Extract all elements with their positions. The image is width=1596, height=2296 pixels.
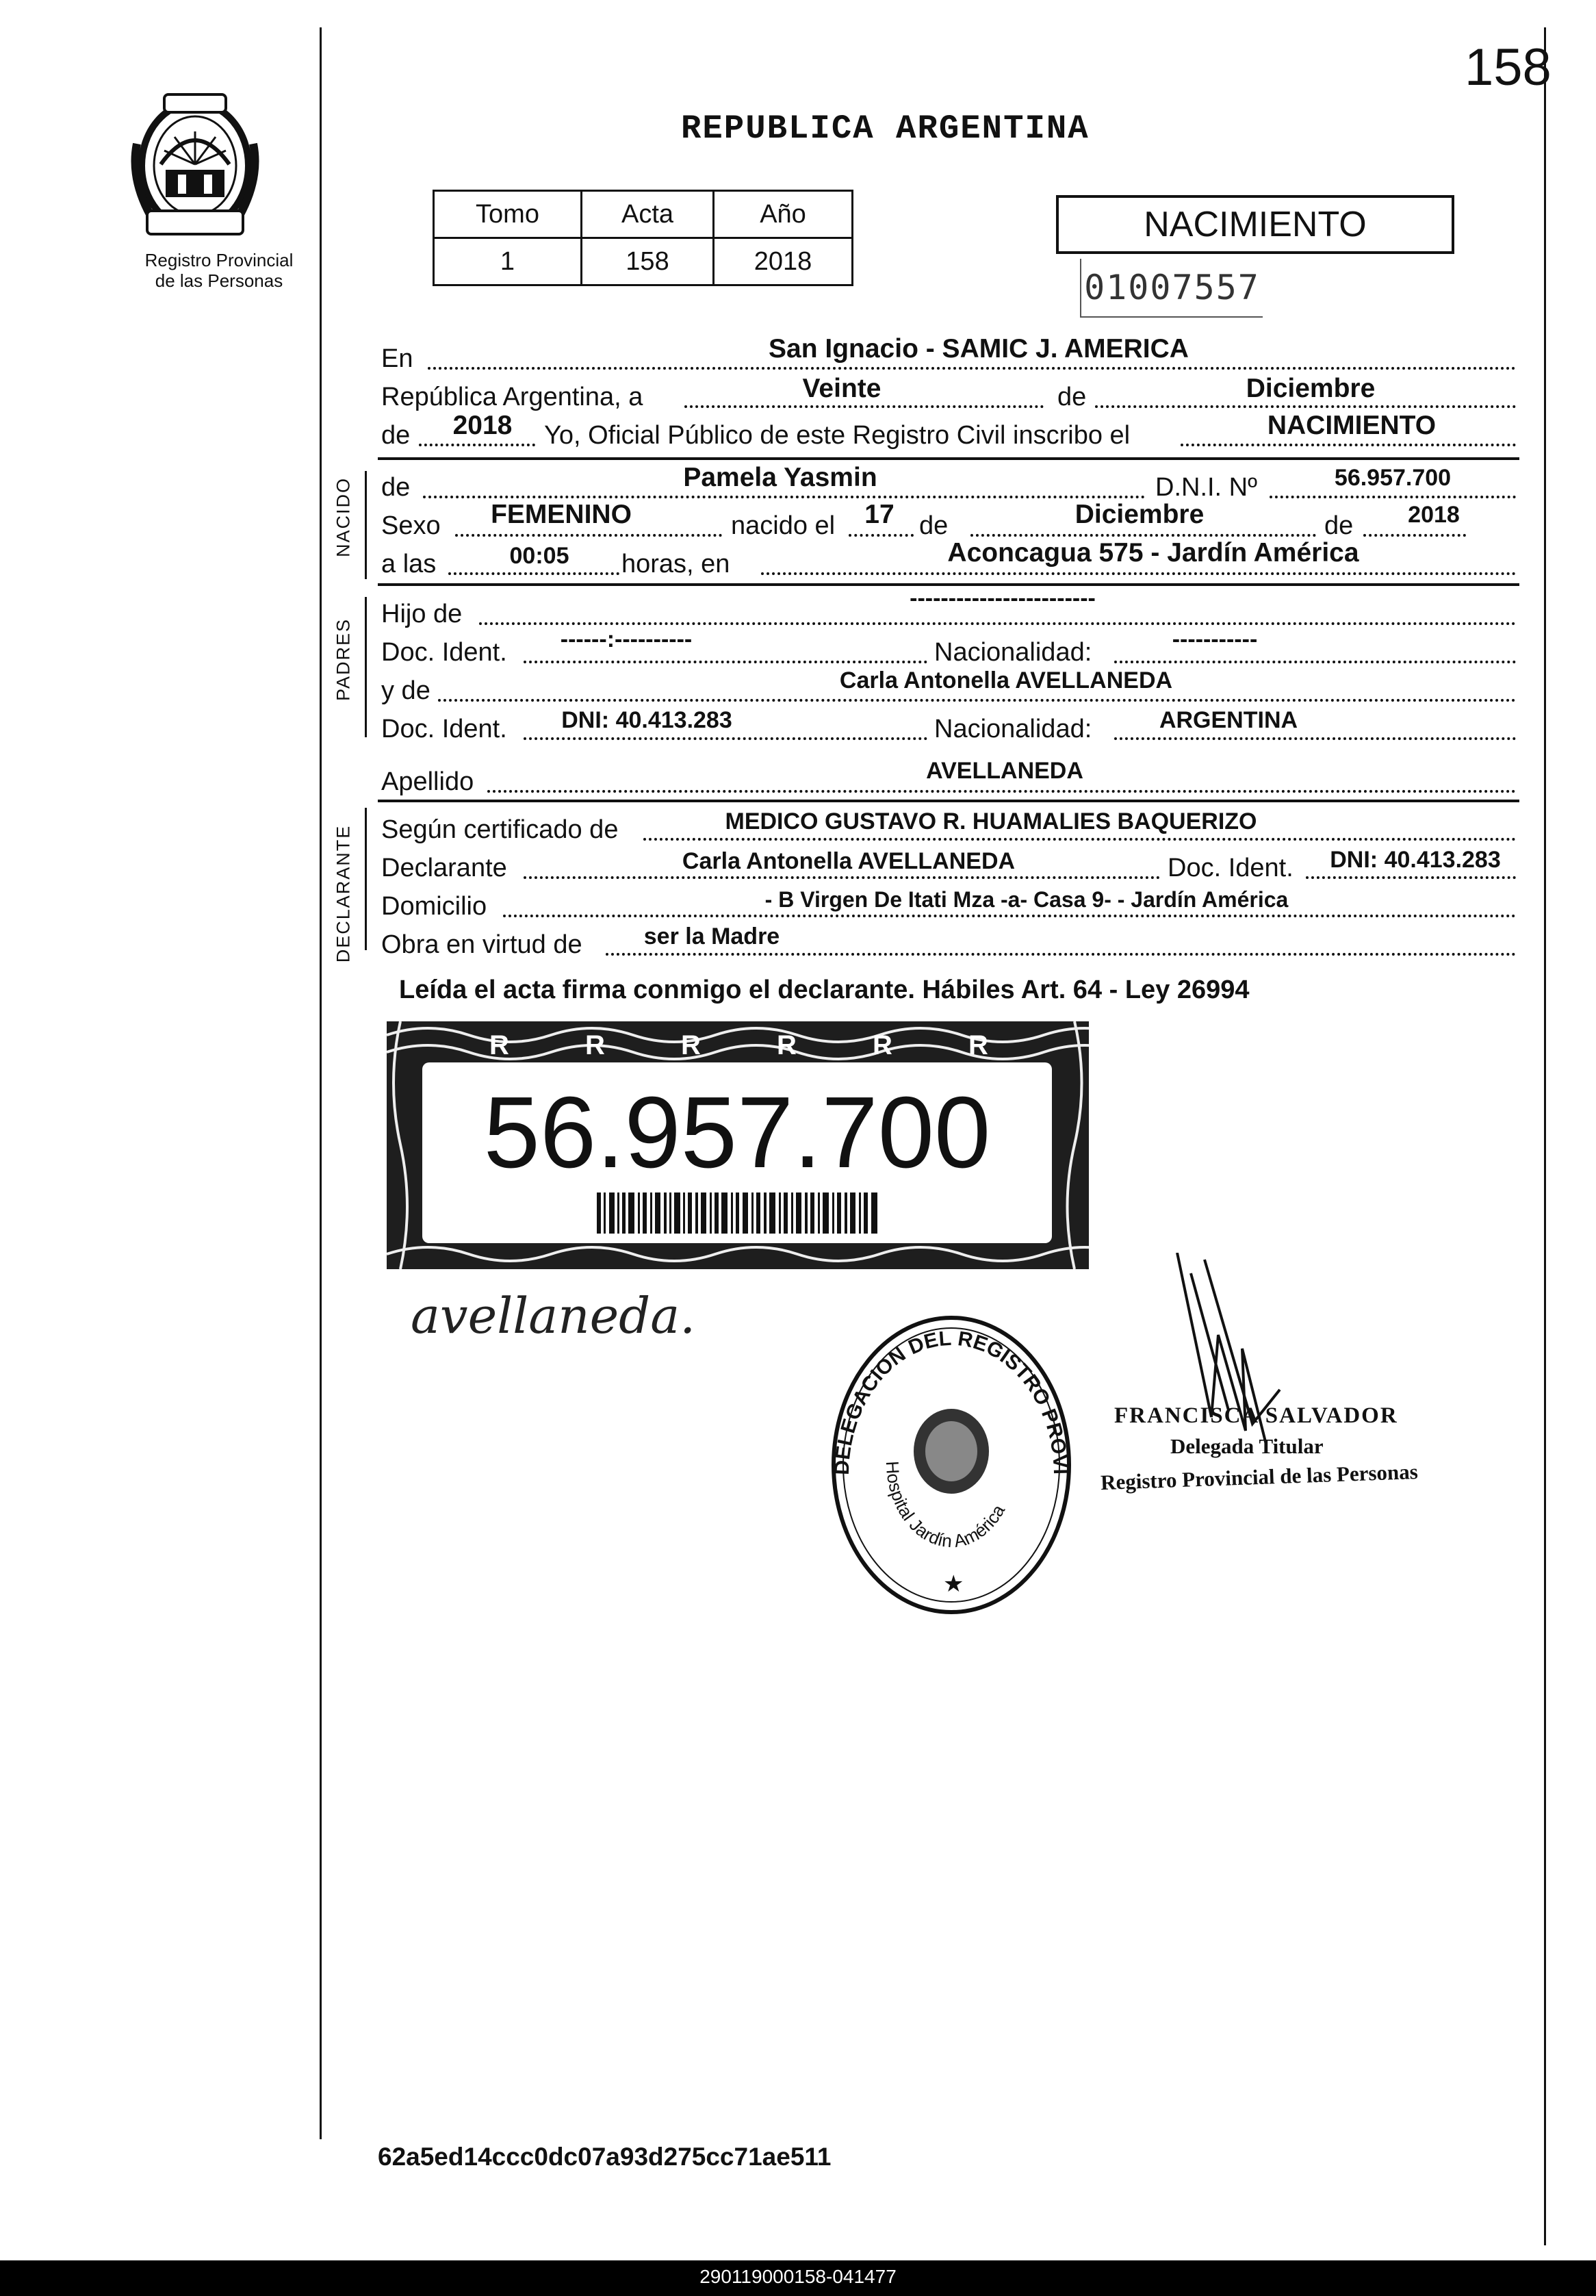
dots	[455, 534, 722, 537]
padres-section-label: PADRES	[333, 617, 354, 702]
barcode	[597, 1192, 877, 1234]
page-number: 158	[1465, 38, 1552, 97]
mother-doc: DNI: 40.413.283	[561, 707, 732, 733]
dots	[423, 496, 1145, 498]
dots	[970, 534, 1316, 537]
country-title: REPUBLICA ARGENTINA	[681, 110, 1090, 148]
dots	[606, 953, 1516, 956]
republica-label: República Argentina, a	[381, 383, 643, 411]
yde-label: y de	[381, 676, 430, 705]
doc-label: Doc. Ident.	[381, 715, 507, 743]
official-stamp	[821, 1304, 1081, 1622]
declarante-section-label: DECLARANTE	[333, 824, 354, 963]
dots	[1114, 737, 1516, 740]
child-dni: 56.957.700	[1334, 465, 1452, 491]
dots	[524, 661, 927, 663]
dots	[1363, 534, 1466, 537]
dni-label: D.N.I. Nº	[1155, 473, 1257, 502]
registration-year: 2018	[452, 411, 513, 440]
registration-day: Veinte	[802, 374, 881, 403]
officer-statement: Yo, Oficial Público de este Registro Civil inscribo el	[544, 421, 1131, 450]
card-id-number: 56.957.700	[483, 1076, 991, 1189]
address: - B Virgen De Itati Mza -a- Casa 9- - Jardín América	[764, 887, 1289, 912]
father-name: ------------------------	[910, 585, 1096, 611]
dots	[849, 534, 914, 537]
dots	[419, 444, 535, 446]
birth-de1: de	[919, 511, 949, 540]
nacido-section-label: NACIDO	[333, 477, 354, 558]
acta-header: Acta	[582, 191, 714, 238]
official-role: Delegada Titular	[1170, 1434, 1324, 1458]
dots	[503, 915, 1516, 917]
svg-text:R: R	[873, 1030, 892, 1060]
birth-place: Aconcagua 575 - Jardín América	[947, 538, 1359, 567]
certifier: MEDICO GUSTAVO R. HUAMALIES BAQUERIZO	[725, 808, 1257, 834]
nationality-label: Nacionalidad:	[934, 715, 1092, 743]
dots	[448, 572, 619, 575]
nationality-label: Nacionalidad:	[934, 638, 1092, 667]
footer-code: 290119000158-041477	[699, 2266, 897, 2287]
capacity: ser la Madre	[643, 923, 780, 949]
surname: AVELLANEDA	[926, 758, 1083, 784]
declarante-label: Declarante	[381, 854, 507, 882]
official-name: FRANCISCA SALVADOR	[1114, 1403, 1398, 1428]
section-rule	[378, 457, 1519, 460]
doc-label: Doc. Ident.	[381, 638, 507, 667]
record-type-box: NACIMIENTO	[1056, 195, 1454, 254]
registration-month: Diciembre	[1246, 374, 1376, 403]
cert-label: Según certificado de	[381, 815, 619, 844]
sexo-label: Sexo	[381, 511, 441, 540]
alas-label: a las	[381, 550, 437, 578]
year-prefix: de	[381, 421, 411, 450]
birth-day: 17	[864, 500, 894, 529]
record-word: NACIMIENTO	[1267, 411, 1437, 440]
svg-text:R: R	[777, 1030, 797, 1060]
father-doc: ------:----------	[560, 626, 693, 652]
mother-nationality: ARGENTINA	[1159, 707, 1298, 733]
registry-name	[103, 250, 335, 291]
dots	[1270, 496, 1516, 498]
domicilio-label: Domicilio	[381, 892, 487, 921]
father-nationality: -----------	[1172, 626, 1258, 652]
hijo-label: Hijo de	[381, 600, 463, 628]
id-card	[387, 1021, 1089, 1269]
tomo-header: Tomo	[434, 191, 582, 238]
dots	[524, 737, 927, 740]
anio-value: 2018	[714, 238, 853, 285]
registry-name-line1: Registro Provincial	[144, 250, 294, 270]
svg-text:R: R	[968, 1030, 988, 1060]
de-label: de	[1057, 383, 1087, 411]
child-sex: FEMENINO	[491, 500, 632, 529]
dots	[761, 572, 1516, 575]
svg-text:R: R	[489, 1030, 509, 1060]
dots	[524, 876, 1160, 879]
stamp-outer-text: DELEGACION DEL REGISTRO PROVI	[830, 1327, 1072, 1476]
dots	[1095, 405, 1516, 408]
document-hash: 62a5ed14ccc0dc07a93d275cc71ae511	[378, 2143, 832, 2171]
anio-header: Año	[714, 191, 853, 238]
registration-place: San Ignacio - SAMIC J. AMERICA	[769, 334, 1189, 363]
child-prefix: de	[381, 473, 411, 502]
serial-number: 01007557	[1080, 259, 1263, 318]
declarant-name: Carla Antonella AVELLANEDA	[682, 848, 1016, 874]
right-margin-line	[1544, 27, 1546, 2245]
svg-text:★: ★	[943, 1571, 964, 1597]
stamp-inner-text: Hospital Jardín América	[881, 1460, 1009, 1552]
dots	[487, 790, 1516, 793]
en-label: En	[381, 344, 413, 373]
dots	[438, 699, 1516, 702]
horas-label: horas, en	[621, 550, 730, 578]
obra-label: Obra en virtud de	[381, 930, 582, 959]
section-bar	[365, 597, 367, 737]
child-name: Pamela Yasmin	[683, 463, 877, 492]
birth-de2: de	[1324, 511, 1354, 540]
reference-table	[433, 190, 853, 286]
birth-time: 00:05	[509, 543, 569, 569]
mother-name: Carla Antonella AVELLANEDA	[839, 667, 1173, 693]
nacido-label: nacido el	[731, 511, 836, 540]
svg-text:R: R	[681, 1030, 701, 1060]
section-bar	[365, 808, 367, 950]
closing-statement: Leída el acta firma conmigo el declarante. Hábiles Art. 64 - Ley 26994	[399, 975, 1250, 1004]
doc-label: Doc. Ident.	[1168, 854, 1293, 882]
registry-name-line2: de las Personas	[155, 270, 283, 291]
declarant-doc: DNI: 40.413.283	[1330, 847, 1501, 873]
dots	[1181, 444, 1516, 446]
acta-value: 158	[582, 238, 714, 285]
dots	[1306, 876, 1516, 879]
tomo-value: 1	[434, 238, 582, 285]
province-logo	[123, 89, 267, 243]
birth-year: 2018	[1408, 502, 1460, 528]
section-bar	[365, 471, 367, 579]
section-rule	[378, 800, 1519, 802]
left-margin-line	[320, 27, 322, 2139]
dots	[684, 405, 1044, 408]
card-window	[422, 1062, 1052, 1243]
declarant-signature: avellaneda.	[411, 1287, 696, 1344]
dots	[428, 367, 1516, 370]
dots	[1114, 661, 1516, 663]
dots	[643, 838, 1516, 841]
svg-text:R: R	[585, 1030, 605, 1060]
apellido-label: Apellido	[381, 767, 474, 796]
birth-month: Diciembre	[1074, 500, 1205, 529]
official-org: Registro Provincial de las Personas	[1100, 1459, 1419, 1495]
